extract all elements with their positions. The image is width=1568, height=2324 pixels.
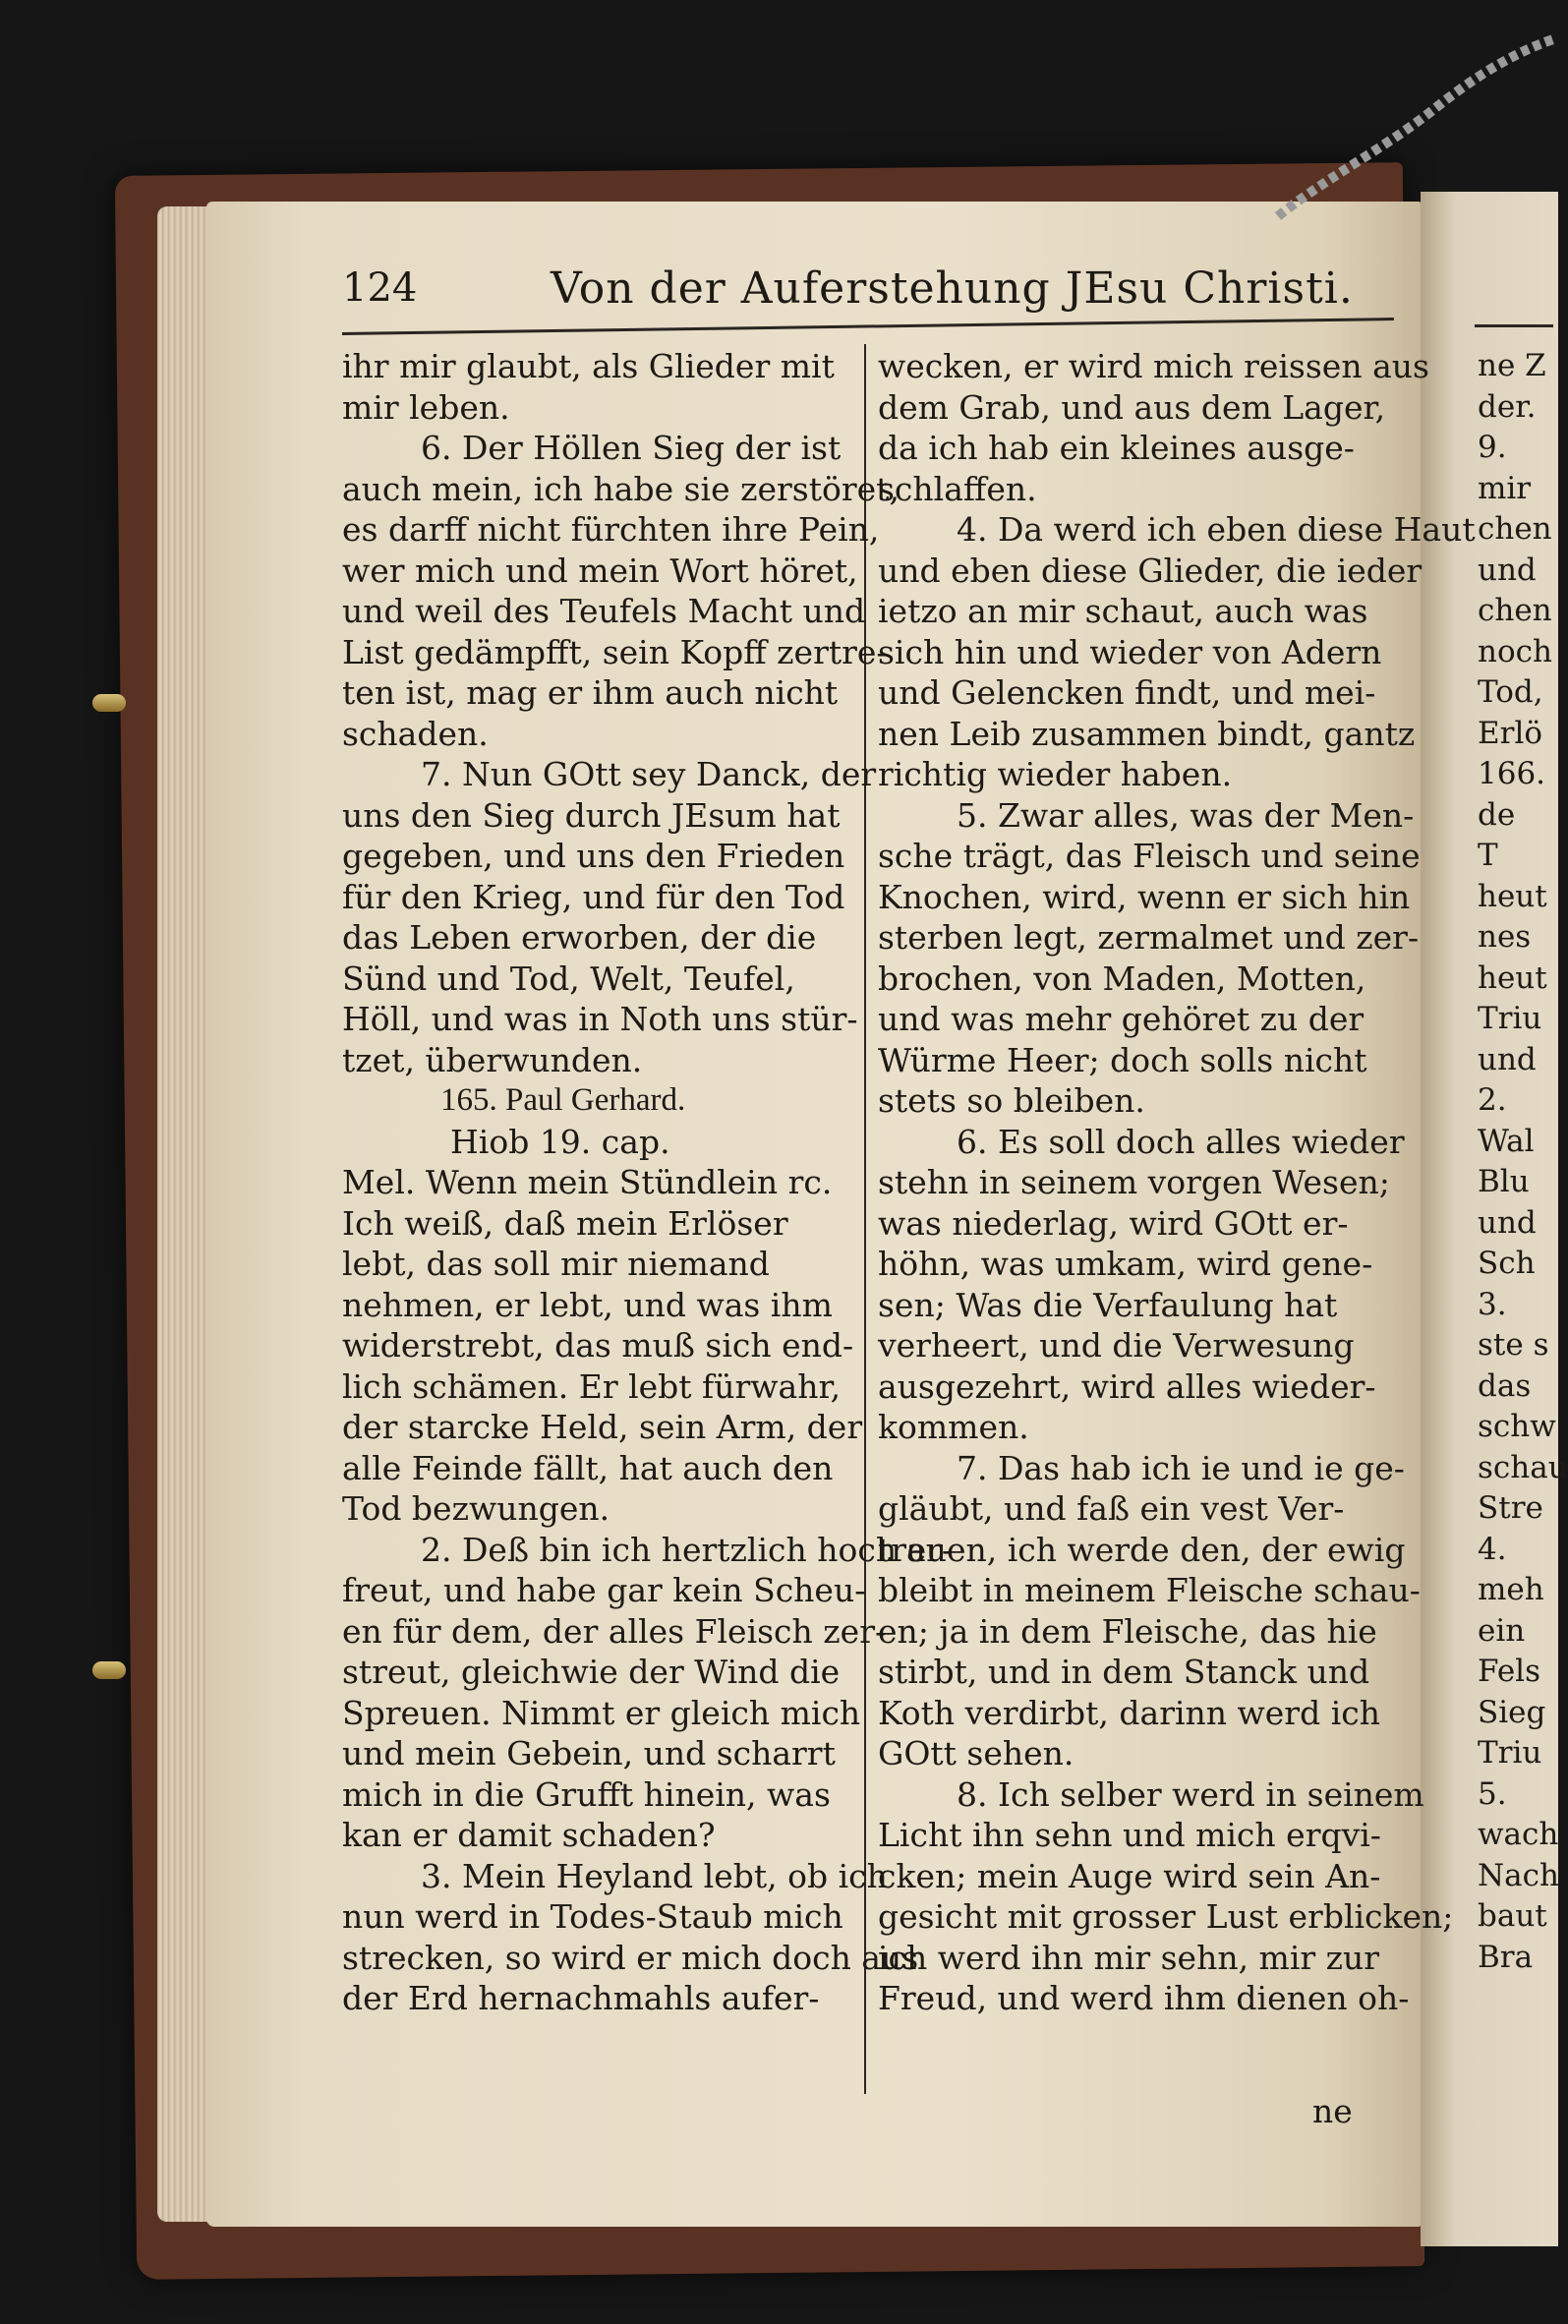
text-line: freut, und habe gar kein Scheu-: [342, 1571, 866, 1609]
text-line: wach: [1478, 1817, 1559, 1852]
text-line: 4.: [1478, 1531, 1507, 1567]
text-line: Ich weiß, daß mein Erlöser: [342, 1203, 788, 1243]
text-line: noch: [1478, 633, 1552, 669]
text-line: kommen.: [878, 1408, 1029, 1446]
text-line: Blu: [1478, 1164, 1530, 1199]
page-number: 124: [342, 265, 418, 311]
text-line: chen: [1478, 593, 1552, 628]
text-line: cken; mein Auge wird sein An-: [878, 1856, 1381, 1895]
text-line: was niederlag, wird GOtt er-: [878, 1203, 1349, 1243]
text-line: Bra: [1478, 1939, 1534, 1975]
text-line: 6. Der Höllen Sieg der ist: [421, 429, 842, 467]
text-line: Tod,: [1478, 674, 1543, 710]
text-line: ein: [1478, 1612, 1526, 1649]
text-line: alle Feinde fällt, hat auch den: [342, 1448, 834, 1487]
text-line: meh: [1478, 1572, 1544, 1607]
text-line: schaden.: [342, 714, 489, 753]
text-line: und: [1478, 1041, 1537, 1077]
text-line: wer mich und mein Wort höret,: [342, 551, 858, 590]
text-line: dem Grab, und aus dem Lager,: [878, 387, 1386, 427]
text-line: Freud, und werd ihm dienen oh-: [878, 1979, 1410, 2017]
text-line: 5.: [1478, 1775, 1507, 1812]
text-line: gläubt, und faß ein vest Ver-: [878, 1489, 1345, 1528]
text-line: nes: [1478, 919, 1532, 955]
text-line: stehn in seinem vorgen Wesen;: [878, 1163, 1390, 1201]
text-line: und: [1478, 1204, 1537, 1241]
hymn-number-author: 165. Paul Gerhard.: [440, 1082, 686, 1118]
text-line: 3. Mein Heyland lebt, ob ich: [421, 1856, 888, 1895]
text-line: 166.: [1478, 756, 1546, 791]
text-line: heut: [1478, 959, 1547, 996]
text-line: nun werd in Todes-Staub mich: [342, 1897, 843, 1936]
hymn-melody: Mel. Wenn mein Stündlein rc.: [342, 1163, 833, 1201]
text-line: lebt, das soll mir niemand: [342, 1245, 770, 1283]
text-line: und: [1478, 552, 1537, 588]
text-line: höhn, was umkam, wird gene-: [878, 1245, 1373, 1283]
text-line: das Leben erworben, der die: [342, 918, 817, 957]
text-line: Spreuen. Nimmt er gleich mich: [342, 1693, 861, 1732]
text-line: 9.: [1478, 430, 1507, 465]
text-line: streut, gleichwie der Wind die: [342, 1653, 841, 1691]
text-line: wecken, er wird mich reissen aus: [878, 347, 1429, 385]
text-line: stirbt, und in dem Stanck und: [878, 1653, 1370, 1691]
text-line: und eben diese Glieder, die ieder: [878, 551, 1423, 590]
bookmark-cord: [1239, 39, 1553, 226]
text-line: sche trägt, das Fleisch und seine: [878, 837, 1421, 875]
text-line: 8. Ich selber werd in seinem: [957, 1774, 1424, 1814]
text-line: Wal: [1478, 1123, 1535, 1159]
text-line: 4. Da werd ich eben diese Haut: [957, 510, 1476, 549]
text-line: de: [1478, 796, 1516, 833]
text-line: schau: [1478, 1449, 1568, 1485]
text-line: Sch: [1478, 1246, 1536, 1281]
brass-pin: [92, 1661, 126, 1679]
text-line: ietzo an mir schaut, auch was: [878, 592, 1368, 630]
text-line: ihr mir glaubt, als Glieder mit: [342, 347, 835, 385]
text-line: verheert, und die Verwesung: [878, 1326, 1355, 1365]
text-line: trauen, ich werde den, der ewig: [878, 1530, 1406, 1569]
text-line: en für dem, der alles Fleisch zer-: [342, 1611, 887, 1651]
text-line: mir: [1478, 470, 1532, 506]
text-line: für den Krieg, und für den Tod: [342, 877, 845, 916]
text-line: Triu: [1478, 1735, 1542, 1771]
running-title: Von der Auferstehung JEsu Christi.: [551, 263, 1354, 314]
text-line: gegeben, und uns den Frieden: [342, 837, 845, 875]
text-line: mich in die Grufft hinein, was: [342, 1774, 831, 1814]
text-line: ich werd ihn mir sehn, mir zur: [878, 1938, 1380, 1977]
text-line: 7. Nun GOtt sey Danck, der: [421, 755, 877, 793]
text-line: Höll, und was in Noth uns stür-: [342, 1000, 858, 1038]
text-line: sich hin und wieder von Adern: [878, 632, 1382, 671]
text-line: das: [1478, 1367, 1532, 1404]
text-line: uns den Sieg durch JEsum hat: [342, 795, 841, 835]
text-line: Stre: [1478, 1490, 1543, 1526]
text-line: Nach: [1478, 1857, 1559, 1893]
left-column: [342, 346, 953, 2019]
text-line: und Gelencken findt, und mei-: [878, 673, 1376, 712]
text-line: 7. Das hab ich ie und ie ge-: [957, 1448, 1405, 1487]
text-line: Licht ihn sehn und mich erqvi-: [878, 1816, 1381, 1854]
text-line: List gedämpfft, sein Kopff zertre-: [342, 632, 888, 671]
right-column: [878, 346, 1476, 2019]
text-line: GOtt sehen.: [878, 1734, 1074, 1772]
text-line: brochen, von Maden, Motten,: [878, 959, 1366, 998]
text-line: der Erd hernachmahls aufer-: [342, 1979, 820, 2017]
text-line: 2.: [1478, 1082, 1507, 1118]
text-line: der.: [1478, 388, 1537, 425]
text-line: ne Z: [1478, 348, 1546, 383]
text-line: Erlö: [1478, 715, 1543, 751]
text-line: Knochen, wird, wenn er sich hin: [878, 877, 1411, 916]
text-line: ste s: [1478, 1327, 1549, 1363]
text-line: heut: [1478, 878, 1547, 914]
text-line: chen: [1478, 511, 1552, 547]
text-line: sen; Was die Verfaulung hat: [878, 1285, 1338, 1324]
text-line: widerstrebt, das muß sich end-: [342, 1326, 854, 1365]
text-line: Koth verdirbt, darinn werd ich: [878, 1693, 1380, 1732]
text-line: 3.: [1478, 1286, 1507, 1322]
facing-page-text: [1478, 346, 1568, 1978]
text-line: Triu: [1478, 1001, 1542, 1036]
text-line: da ich hab ein kleines ausge-: [878, 429, 1355, 467]
catchword: ne: [1312, 2092, 1353, 2130]
text-line: ten ist, mag er ihm auch nicht: [342, 673, 839, 712]
text-line: en; ja in dem Fleische, das hie: [878, 1611, 1377, 1651]
text-line: ausgezehrt, wird alles wieder-: [878, 1366, 1376, 1406]
text-line: lich schämen. Er lebt fürwahr,: [342, 1366, 842, 1406]
text-line: der starcke Held, sein Arm, der: [342, 1408, 863, 1446]
text-line: nen Leib zusammen bindt, gantz: [878, 714, 1416, 753]
text-line: es darff nicht fürchten ihre Pein,: [342, 510, 880, 549]
text-line: strecken, so wird er mich doch aus: [342, 1938, 919, 1977]
text-line: schlaffen.: [878, 469, 1037, 508]
text-line: Fels: [1478, 1654, 1540, 1689]
text-line: kan er damit schaden?: [342, 1816, 716, 1854]
text-line: und was mehr gehöret zu der: [878, 1000, 1365, 1038]
brass-pin: [92, 694, 126, 712]
text-line: und mein Gebein, und scharrt: [342, 1734, 836, 1772]
text-line: tzet, überwunden.: [342, 1040, 643, 1079]
text-line: mir leben.: [342, 387, 510, 427]
text-line: Tod bezwungen.: [342, 1489, 610, 1528]
text-line: 2. Deß bin ich hertzlich hoch er-: [421, 1530, 954, 1569]
text-line: bleibt in meinem Fleische schau-: [878, 1571, 1421, 1609]
text-line: Sieg: [1478, 1694, 1546, 1730]
text-line: und weil des Teufels Macht und: [342, 592, 866, 630]
text-line: Sünd und Tod, Welt, Teufel,: [342, 959, 795, 998]
text-line: sterben legt, zermalmet und zer-: [878, 918, 1420, 957]
text-line: stets so bleiben.: [878, 1081, 1145, 1120]
text-line: T: [1478, 838, 1498, 873]
text-line: 6. Es soll doch alles wieder: [957, 1122, 1405, 1161]
text-line: baut: [1478, 1898, 1547, 1934]
text-line: schw: [1478, 1409, 1556, 1444]
text-line: gesicht mit grosser Lust erblicken;: [878, 1897, 1454, 1936]
text-line: 5. Zwar alles, was der Men-: [957, 795, 1415, 835]
hymn-reference: Hiob 19. cap.: [450, 1122, 670, 1161]
text-line: nehmen, er lebt, und was ihm: [342, 1285, 833, 1324]
text-line: auch mein, ich habe sie zerstöret,: [342, 469, 900, 508]
text-line: Würme Heer; doch solls nicht: [878, 1040, 1367, 1079]
facing-header-rule: [1475, 324, 1553, 327]
text-line: richtig wieder haben.: [878, 755, 1233, 793]
